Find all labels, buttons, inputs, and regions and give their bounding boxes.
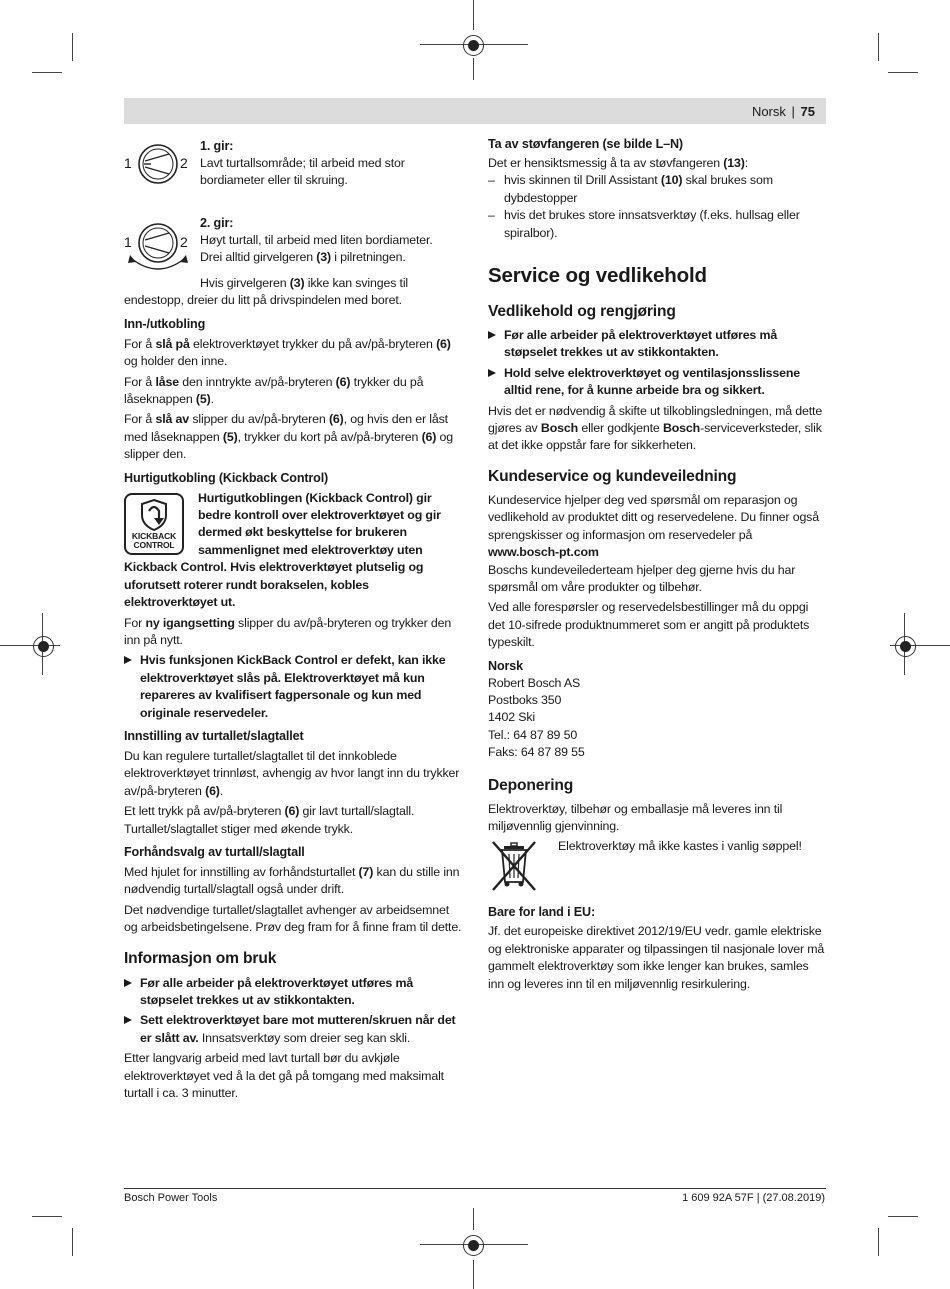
address-line: Postboks 350 xyxy=(488,692,562,707)
eu-heading: Bare for land i EU: xyxy=(488,905,596,920)
crop-mark xyxy=(878,1228,879,1256)
bullet-arrow-icon xyxy=(124,656,132,664)
gear1-heading: 1. gir: xyxy=(200,139,234,153)
crop-mark xyxy=(888,72,918,73)
address-line: 1402 Ski xyxy=(488,710,536,725)
separator: | xyxy=(791,104,795,119)
preselect-paragraph-2: Det nødvendige turtallet/slagtallet avhenger av arbeidsemnet og arbeidsbetingelsene. Prøv deg fram for å finne fram til dette. xyxy=(124,902,462,935)
address-country: Norsk xyxy=(488,658,523,673)
maintenance-bullet-1: Før alle arbeider på elektroverktøyet utføres må støpselet trekkes ut av stikkontakten. xyxy=(488,327,826,362)
maintenance-heading: Vedlikehold og rengjøring xyxy=(488,303,676,321)
gear1-block xyxy=(200,138,462,190)
registration-mark-icon xyxy=(468,1240,479,1251)
dust-item-1: – hvis skinnen til Drill Assistant (10) skal brukes som dybdestopper xyxy=(488,173,773,205)
disposal-notice: Elektroverktøy må ikke kastes i vanlig søppel! xyxy=(558,839,802,854)
customer-paragraph-3: Ved alle forespørsler og reservedelsbestillinger må du oppgi det 10-sifrede produktnummeret som er angitt på produktets typeskilt. xyxy=(488,600,810,650)
footer-right: 1 609 92A 57F | (27.08.2019) xyxy=(682,1192,825,1204)
crop-mark xyxy=(888,1216,918,1217)
info-heading: Informasjon om bruk xyxy=(124,949,277,967)
info-paragraph: Etter langvarig arbeid med lavt turtall bør du avkjøle elektroverktøyet ved å la det gå på tomgang med maksimalt turtall i ca. 3 minutter. xyxy=(124,1051,444,1101)
footer-rule xyxy=(124,1188,826,1189)
dial-label-2: 2 xyxy=(180,234,188,250)
speed-paragraph-1: Du kan regulere turtallet/slagtallet til det innkoblede elektroverktøyet trinnløst, avhengig av hvor langt inn du trykker av/på-bryteren (6). xyxy=(124,748,460,798)
kickback-warning: Hvis funksjonen KickBack Control er defekt, kan ikke elektroverktøyet slås på. Elektroverktøyet må kun repareres av kvalifisert fagpersonale og kun med originale reservedeler. xyxy=(124,652,462,722)
info-bullet-1: Før alle arbeider på elektroverktøyet utføres må støpselet trekkes ut av stikkontakten. xyxy=(124,975,462,1010)
address-line: Faks: 64 87 89 55 xyxy=(488,745,585,760)
dial-label-2: 2 xyxy=(180,155,188,171)
gear2-block xyxy=(200,215,462,267)
header-bar xyxy=(124,98,826,124)
crossed-out-bin-icon xyxy=(488,838,540,894)
eu-paragraph: Jf. det europeiske direktivet 2012/19/EU vedr. gamle elektriske og elektroniske apparater og tilpassingen til nasjonale lover må gammelt elektroverktøy som ikke lenger kan brukes, samles inn og leveres inn til en miljøvennlig resirkulering. xyxy=(488,924,825,991)
kickback-restart: For ny igangsetting slipper du av/på-bryteren og trykker den inn på nytt. xyxy=(124,615,452,647)
onoff-heading: Inn-/utkobling xyxy=(124,316,206,331)
website-link[interactable]: www.bosch-pt.com xyxy=(488,545,599,560)
address-line: Tel.: 64 87 89 50 xyxy=(488,727,578,742)
dial-label-1: 1 xyxy=(124,155,132,171)
speed-paragraph-2: Et lett trykk på av/på-bryteren (6) gir lavt turtall/slagtall. Turtallet/slagtallet stiger med økende trykk. xyxy=(124,804,415,836)
right-column xyxy=(488,136,826,996)
crop-mark xyxy=(72,33,73,61)
crop-mark xyxy=(32,1216,62,1217)
crop-mark xyxy=(473,58,474,80)
crop-mark xyxy=(473,1208,474,1230)
registration-mark-icon xyxy=(900,641,911,652)
onoff-paragraph: For å slå på elektroverktøyet trykker du på av/på-bryteren (6) og holder den inne. xyxy=(124,336,451,369)
kickback-heading: Hurtigutkobling (Kickback Control) xyxy=(124,470,329,485)
customer-heading: Kundeservice og kundeveiledning xyxy=(488,467,737,485)
lock-paragraph: For å låse den inntrykte av/på-bryteren (6) trykker du på låseknappen (5). xyxy=(124,374,424,407)
kickback-icon xyxy=(124,493,184,555)
service-heading: Service og vedlikehold xyxy=(488,264,707,288)
bullet-arrow-icon xyxy=(488,369,496,377)
kickback-description: Hurtigutkoblingen (Kickback Control) gir bedre kontroll over elektroverktøyet og gir dermed økt beskyttelse for brukeren sammenlignet med elektroverktøy uten Kickback Control. Hvis elektroverktøyet plutselig og uforutsett roterer rundt borakselen, kobles elektroverktøyet ut. xyxy=(124,490,441,610)
info-bullet-2: Sett elektroverktøyet bare mot mutteren/skruen når det er slått av. Innsatsverktøy som dreier seg kan skli. xyxy=(124,1012,462,1047)
gear-note-line1: Drei alltid girvelgeren (3) i pilretningen. xyxy=(200,250,406,265)
preselect-paragraph-1: Med hjulet for innstilling av forhåndsturtallet (7) kan du stille inn nødvendig turtall/slagtall også under drift. xyxy=(124,864,460,897)
header-page-label xyxy=(752,104,815,119)
bullet-arrow-icon xyxy=(124,1016,132,1024)
dust-item-2: – hvis det brukes store innsatsverktøy (f.eks. hullsag eller spiralbor). xyxy=(488,208,800,240)
gear1-text: Lavt turtallsområde; til arbeid med stor bordiameter eller til skruing. xyxy=(200,156,405,188)
crop-mark xyxy=(32,72,62,73)
left-column xyxy=(124,275,462,1105)
disposal-paragraph-1: Elektroverktøy, tilbehør og emballasje må leveres inn til miljøvennlig gjenvinning. xyxy=(488,801,783,833)
crop-mark xyxy=(473,1260,474,1289)
registration-mark-icon xyxy=(38,641,49,652)
page-number: 75 xyxy=(800,104,815,119)
speed-heading: Innstilling av turtallet/slagtallet xyxy=(124,728,304,743)
disposal-icon-row xyxy=(488,838,826,896)
customer-paragraph-1: Kundeservice hjelper deg ved spørsmål om reparasjon og vedlikehold av produktet ditt og reservedelene. Du finner også sprengskisser og informasjon om reservedeler på www.bosch-pt.com xyxy=(488,492,819,560)
gear-note-line2: Hvis girvelgeren (3) ikke kan svinges til endestopp, dreier du litt på drivspindelen med boret. xyxy=(124,276,409,308)
preselect-heading: Forhåndsvalg av turtall/slagtall xyxy=(124,844,305,859)
section-name: Norsk xyxy=(751,104,786,119)
dial-label-1: 1 xyxy=(124,234,132,250)
kickback-icon-text-1: KICKBACK xyxy=(131,530,177,541)
gear2-text: Høyt turtall, til arbeid med liten bordiameter. xyxy=(200,233,433,247)
disposal-heading: Deponering xyxy=(488,776,574,794)
maintenance-paragraph: Hvis det er nødvendig å skifte ut tilkoblingsledningen, må dette gjøres av Bosch eller godkjente Bosch-serviceverksteder, slik at det ikke oppstår fare for sikkerheten. xyxy=(488,403,823,453)
address-line: Robert Bosch AS xyxy=(488,675,581,690)
crop-mark xyxy=(473,0,474,30)
maintenance-bullet-2: Hold selve elektroverktøyet og ventilasjonsslissene alltid rene, for å kunne arbeide bra og sikkert. xyxy=(488,365,826,400)
footer-left: Bosch Power Tools xyxy=(124,1192,218,1204)
gear2-heading: 2. gir: xyxy=(200,216,234,230)
off-paragraph: For å slå av slipper du av/på-bryteren (6), og hvis den er låst med låseknappen (5), trykker du kort på av/på-bryteren (6) og slipper den. xyxy=(124,412,454,462)
shield-arrow-icon xyxy=(126,497,182,533)
customer-paragraph-2: Boschs kundeveilederteam hjelper deg gjerne hvis du har spørsmål om våre produkter og tilbehør. xyxy=(488,562,796,594)
bullet-arrow-icon xyxy=(124,979,132,987)
registration-mark-icon xyxy=(468,40,479,51)
dust-heading: Ta av støvfangeren (se bilde L–N) xyxy=(488,137,683,151)
kickback-icon-text-2: CONTROL xyxy=(133,539,175,550)
crop-mark xyxy=(72,1228,73,1256)
dust-paragraph: Det er hensiktsmessig å ta av støvfangeren (13): xyxy=(488,156,749,170)
crop-mark xyxy=(878,33,879,61)
bullet-arrow-icon xyxy=(488,331,496,339)
